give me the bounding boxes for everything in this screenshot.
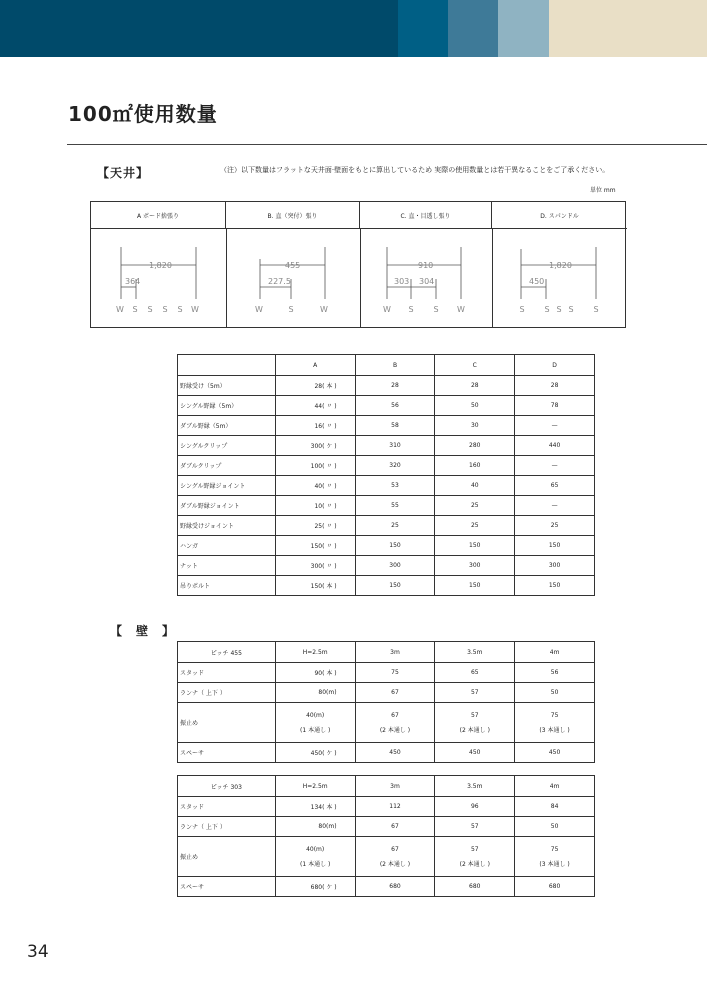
svg-text:S: S bbox=[544, 305, 550, 314]
table-row: ダブル野縁ジョイント 10( 〃 ) 55 25 — bbox=[178, 496, 595, 516]
svg-text:S: S bbox=[556, 305, 562, 314]
title-divider bbox=[67, 144, 707, 145]
cell-line: (2 本通し ) bbox=[459, 726, 490, 734]
svg-text:S: S bbox=[408, 305, 414, 314]
svg-text:S: S bbox=[162, 305, 168, 314]
cell-line: 75 bbox=[550, 845, 559, 853]
table-row: 吊りボルト 150( 本 ) 150 150 150 bbox=[178, 576, 595, 596]
col-header: ピッチ 455 bbox=[178, 642, 276, 663]
col-header: H=2.5m bbox=[275, 642, 355, 663]
cell-line: 67 bbox=[391, 845, 399, 853]
col-header: 3.5m bbox=[435, 642, 515, 663]
header-band-2 bbox=[398, 0, 448, 57]
header-band-4 bbox=[498, 0, 549, 57]
cell-line: 40(m) bbox=[306, 711, 325, 719]
diagram-b-label-2: 227.5 bbox=[268, 277, 291, 286]
diagram-header-c: C. 直・目透し張り bbox=[360, 202, 492, 229]
wall-table-header bbox=[178, 776, 595, 797]
header-band-3 bbox=[448, 0, 498, 57]
header-band-1 bbox=[0, 0, 398, 57]
svg-text:S: S bbox=[593, 305, 599, 314]
cell-line: (1 本通し ) bbox=[300, 726, 331, 734]
unit-label: 単位 mm bbox=[590, 187, 616, 194]
table-row: ダブルクリップ 100( 〃 ) 320 160 — bbox=[178, 456, 595, 476]
wall-heading: 【 壁 】 bbox=[110, 624, 176, 638]
diagram-c-label-1: 910 bbox=[418, 261, 434, 270]
table-row: シングル野縁ジョイント 40( 〃 ) 53 40 65 bbox=[178, 476, 595, 496]
table-row: ランナ（ 上下 ） 80(m) 67 57 50 bbox=[178, 683, 595, 703]
col-header: 3.5m bbox=[435, 776, 515, 797]
cell-line: (2 本通し ) bbox=[379, 726, 411, 734]
cell-line: 67 bbox=[391, 711, 399, 719]
col-header: 4m bbox=[515, 642, 595, 663]
cell-line: (2 本通し ) bbox=[459, 860, 490, 868]
table-row: 野縁受け（5m） 28( 本 ) 28 28 28 bbox=[178, 376, 595, 396]
ceiling-diagrams bbox=[90, 201, 626, 328]
svg-text:S: S bbox=[568, 305, 574, 314]
col-header: ピッチ 303 bbox=[178, 776, 276, 797]
col-header: A bbox=[275, 355, 355, 376]
col-header: H=2.5m bbox=[275, 776, 355, 797]
diagram-header-b: B. 直（突付）張り bbox=[226, 202, 360, 229]
table-row: ダブル野縁（5m） 16( 〃 ) 58 30 — bbox=[178, 416, 595, 436]
diagram-header-a: A ボード捨張り bbox=[91, 202, 226, 229]
col-header: D bbox=[515, 355, 595, 376]
table-row: スペーサ 680( ケ ) 680 680 680 bbox=[178, 877, 595, 897]
table-row: スタッド 134( 本 ) 112 96 84 bbox=[178, 797, 595, 817]
table-row: シングル野縁（5m） 44( 〃 ) 56 50 78 bbox=[178, 396, 595, 416]
wall-table-455 bbox=[177, 641, 595, 763]
col-header: B bbox=[355, 355, 435, 376]
diagram-d-label-1: 1,820 bbox=[549, 261, 572, 270]
ceiling-table bbox=[177, 354, 595, 596]
cell-line: 57 bbox=[470, 845, 479, 853]
table-row: ランナ（ 上下 ） 80(m) 67 57 50 bbox=[178, 817, 595, 837]
cell-line: (1 本通し ) bbox=[300, 860, 331, 868]
svg-text:S: S bbox=[433, 305, 439, 314]
svg-text:W: W bbox=[457, 305, 465, 314]
table-row: 野縁受けジョイント 25( 〃 ) 25 25 25 bbox=[178, 516, 595, 536]
svg-text:W: W bbox=[383, 305, 391, 314]
col-header: 3m bbox=[355, 642, 435, 663]
diagram-c-label-3: 304 bbox=[419, 277, 435, 286]
svg-text:S: S bbox=[147, 305, 153, 314]
svg-text:S: S bbox=[132, 305, 138, 314]
table-row: ハンガ 150( 〃 ) 150 150 150 bbox=[178, 536, 595, 556]
svg-text:S: S bbox=[288, 305, 294, 314]
diagram-a-label-2: 364 bbox=[125, 277, 141, 286]
wall-table-header bbox=[178, 642, 595, 663]
col-header: 3m bbox=[355, 776, 435, 797]
diagram-d-label-2: 450 bbox=[529, 277, 545, 286]
col-header: C bbox=[435, 355, 515, 376]
page-number: 34 bbox=[27, 942, 49, 962]
table-row: シングルクリップ 300( ケ ) 310 280 440 bbox=[178, 436, 595, 456]
table-row: 振止め 40(m) (1 本通し ) 67 (2 本通し ) 57 (2 本通し ) 75 (3 本通し ) bbox=[178, 703, 595, 743]
wall-table-303 bbox=[177, 775, 595, 897]
page-title: 100㎡使用数量 bbox=[68, 102, 218, 126]
cell-line: 75 bbox=[550, 711, 559, 719]
table-row: ナット 300( 〃 ) 300 300 300 bbox=[178, 556, 595, 576]
ceiling-heading: 【天井】 bbox=[97, 166, 150, 180]
table-row: 振止め 40(m) (1 本通し ) 67 (2 本通し ) 57 (2 本通し ) 75 (3 本通し ) bbox=[178, 837, 595, 877]
table-row: スペーサ 450( ケ ) 450 450 450 bbox=[178, 743, 595, 763]
diagram-drawings bbox=[91, 229, 627, 327]
note-text: （注）以下数量はフラットな天井面·壁面をもとに算出しているため 実際の使用数量とは若干異なることをご了承ください。 bbox=[220, 166, 610, 174]
svg-text:W: W bbox=[255, 305, 263, 314]
table-row: スタッド 90( 本 ) 75 65 56 bbox=[178, 663, 595, 683]
col-header: 4m bbox=[515, 776, 595, 797]
ceiling-table-header bbox=[178, 355, 595, 376]
svg-text:W: W bbox=[320, 305, 328, 314]
svg-text:W: W bbox=[191, 305, 199, 314]
cell-line: 57 bbox=[470, 711, 479, 719]
diagram-a-label-1: 1,820 bbox=[149, 261, 172, 270]
svg-text:S: S bbox=[177, 305, 183, 314]
svg-text:S: S bbox=[519, 305, 525, 314]
cell-line: 40(m) bbox=[306, 845, 325, 853]
cell-line: (3 本通し ) bbox=[539, 860, 570, 868]
svg-text:W: W bbox=[116, 305, 124, 314]
cell-line: (3 本通し ) bbox=[539, 726, 570, 734]
diagram-header-d: D. スパンドル bbox=[492, 202, 627, 229]
cell-line: (2 本通し ) bbox=[379, 860, 411, 868]
diagram-c-label-2: 303 bbox=[394, 277, 410, 286]
diagram-b-label-1: 455 bbox=[285, 261, 301, 270]
header-band-5 bbox=[549, 0, 707, 57]
